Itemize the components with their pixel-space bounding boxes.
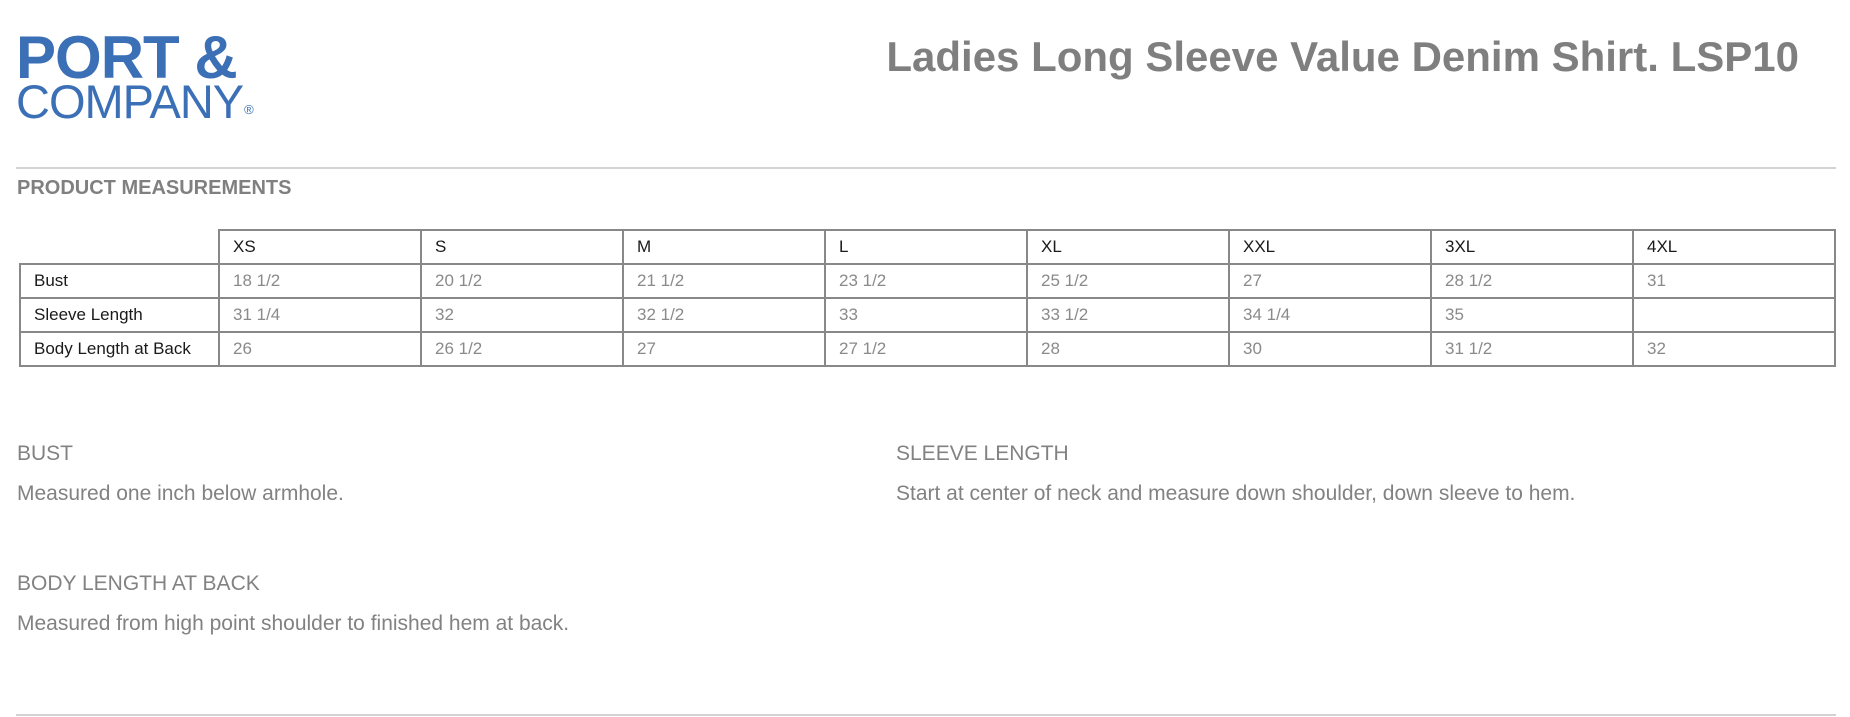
table-cell: 34 1/4 <box>1229 298 1431 332</box>
page-title: Ladies Long Sleeve Value Denim Shirt. LSP10 <box>886 33 1799 80</box>
table-cell: 33 <box>825 298 1027 332</box>
sleeve-length-definition <box>896 442 1575 506</box>
table-cell: 27 <box>623 332 825 366</box>
table-cell: 35 <box>1431 298 1633 332</box>
sleeve-length-text: Start at center of neck and measure down shoulder, down sleeve to hem. <box>896 482 1576 505</box>
table-row <box>20 332 1835 366</box>
body-length-text: Measured from high point shoulder to finished hem at back. <box>17 612 570 635</box>
size-header: L <box>825 230 1027 264</box>
size-header: XL <box>1027 230 1229 264</box>
port-and-company-logo <box>16 24 296 132</box>
table-cell: 31 1/4 <box>219 298 421 332</box>
logo-registered-mark: ® <box>244 102 253 117</box>
table-cell: 33 1/2 <box>1027 298 1229 332</box>
measurements-table <box>19 229 1836 367</box>
table-cell: 27 <box>1229 264 1431 298</box>
table-row <box>20 264 1835 298</box>
table-cell: 28 <box>1027 332 1229 366</box>
sleeve-length-heading: SLEEVE LENGTH <box>896 442 1069 465</box>
table-cell <box>1633 298 1835 332</box>
table-cell: 30 <box>1229 332 1431 366</box>
logo-line-2 <box>16 75 253 128</box>
footer-divider <box>16 714 1836 716</box>
table-header-row <box>20 230 1835 264</box>
body-length-heading: BODY LENGTH AT BACK <box>17 572 260 595</box>
table-cell: 31 1/2 <box>1431 332 1633 366</box>
body-length-definition <box>17 572 569 636</box>
table-cell: 28 1/2 <box>1431 264 1633 298</box>
header-divider <box>16 167 1836 169</box>
size-header: XS <box>219 230 421 264</box>
size-header: S <box>421 230 623 264</box>
bust-text: Measured one inch below armhole. <box>17 482 344 505</box>
row-label: Sleeve Length <box>20 298 219 332</box>
table-cell: 27 1/2 <box>825 332 1027 366</box>
logo-line-2-text: COMPANY <box>16 75 244 128</box>
bust-definition <box>17 442 344 506</box>
size-header: M <box>623 230 825 264</box>
table-cell: 25 1/2 <box>1027 264 1229 298</box>
size-header: 3XL <box>1431 230 1633 264</box>
table-cell: 21 1/2 <box>623 264 825 298</box>
table-cell: 18 1/2 <box>219 264 421 298</box>
table-row <box>20 298 1835 332</box>
logo-line-1: PORT & <box>16 24 237 91</box>
table-cell: 32 1/2 <box>623 298 825 332</box>
table-cell: 23 1/2 <box>825 264 1027 298</box>
table-cell: 32 <box>421 298 623 332</box>
table-corner-cell <box>20 230 219 264</box>
size-header: XXL <box>1229 230 1431 264</box>
row-label: Body Length at Back <box>20 332 219 366</box>
table-cell: 26 <box>219 332 421 366</box>
section-heading: PRODUCT MEASUREMENTS <box>17 177 292 199</box>
table-cell: 20 1/2 <box>421 264 623 298</box>
table-cell: 26 1/2 <box>421 332 623 366</box>
bust-heading: BUST <box>17 442 74 465</box>
size-header: 4XL <box>1633 230 1835 264</box>
table-cell: 31 <box>1633 264 1835 298</box>
row-label: Bust <box>20 264 219 298</box>
table-cell: 32 <box>1633 332 1835 366</box>
